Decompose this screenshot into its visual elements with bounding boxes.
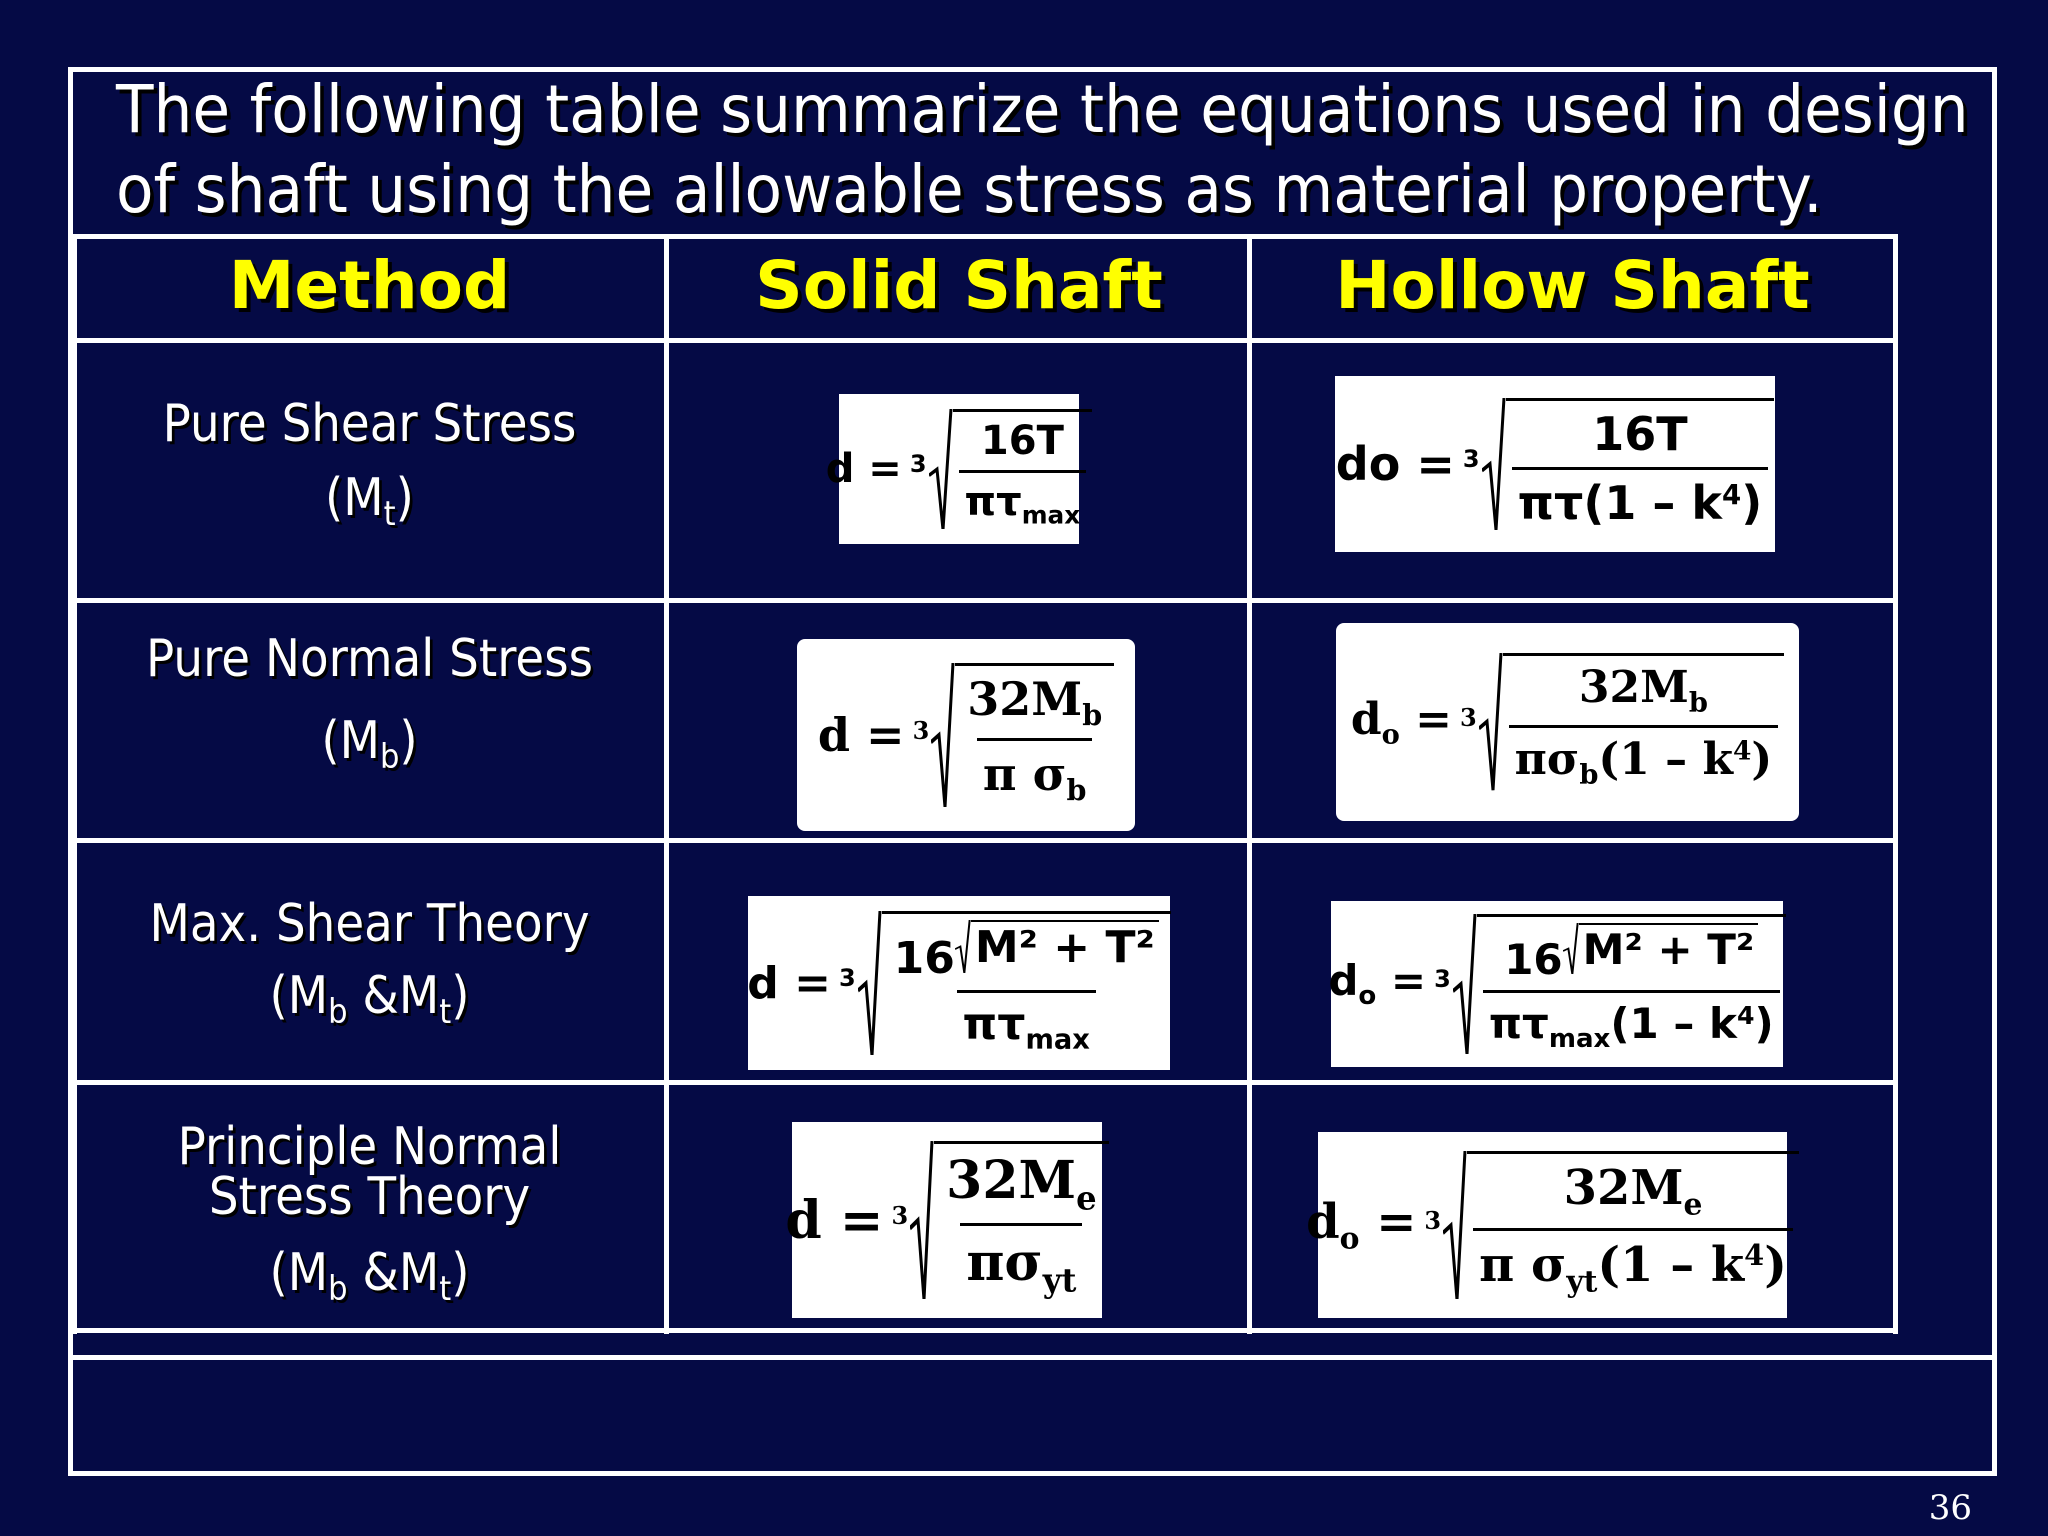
intro-text xyxy=(116,70,1969,230)
formula-hollow-max-shear: $d_o$ = 3 16 M² + T² $\pi\tau_{max}(1 - k^4)$ xyxy=(1331,901,1783,1067)
page-number: 36 xyxy=(1928,1488,1972,1528)
formula-solid-max-shear: d = 3 16 M² + T² $\pi\tau_{max}$ xyxy=(748,896,1170,1070)
header-hollow-shaft: Hollow Shaft xyxy=(1335,246,1810,324)
table-border-top xyxy=(72,234,1898,239)
formula-solid-pure-shear: d = 3 $\frac{16T}{\pi\tau_{max}}$ xyxy=(839,394,1079,544)
method-principle-normal-theory: Principle Normal Stress Theory ($M_b$ $\&M_t$) xyxy=(177,1117,562,1309)
formula-solid-principle-normal: d = 3 $\frac{32M_e}{\pi\sigma_{yt}}$ xyxy=(792,1122,1102,1318)
table-row-divider xyxy=(72,598,1898,603)
header-method: Method xyxy=(228,246,511,324)
table-border-right xyxy=(1893,234,1898,1334)
table-border-bottom xyxy=(72,1328,1898,1333)
table-row-divider xyxy=(72,338,1898,343)
method-pure-normal: Pure Normal Stress $(M_b)$ xyxy=(146,629,593,777)
equation-table xyxy=(72,234,1898,1334)
table-row-divider xyxy=(72,838,1898,843)
intro-line-2: of shaft using the allowable stress as material property. xyxy=(116,151,1823,228)
method-max-shear-theory: Max. Shear Theory ($M_b$ $\&M_t$) xyxy=(149,894,590,1032)
footer-box xyxy=(72,1355,1997,1476)
table-row-divider xyxy=(72,1080,1898,1085)
intro-line-1: The following table summarize the equations used in design xyxy=(116,71,1969,148)
formula-solid-pure-normal: d = 3 $\frac{32M_b}{\pi \sigma_b}$ xyxy=(797,639,1135,831)
header-solid-shaft: Solid Shaft xyxy=(755,246,1163,324)
formula-hollow-pure-normal: $d_o$ = 3 $\frac{32M_b}{\pi\sigma_b(1 - k^4)}$ xyxy=(1336,623,1799,821)
formula-hollow-principle-normal: $d_o$ = 3 $\frac{32M_e}{\pi \sigma_{yt}(1 - k^4)}$ xyxy=(1318,1132,1787,1318)
method-pure-shear: Pure Shear Stress $(M_t)$ xyxy=(162,394,577,534)
formula-hollow-pure-shear: do = 3 $\frac{16T}{\pi\tau(1 - k^4)}$ xyxy=(1335,376,1775,552)
table-col-divider xyxy=(1247,234,1252,1334)
